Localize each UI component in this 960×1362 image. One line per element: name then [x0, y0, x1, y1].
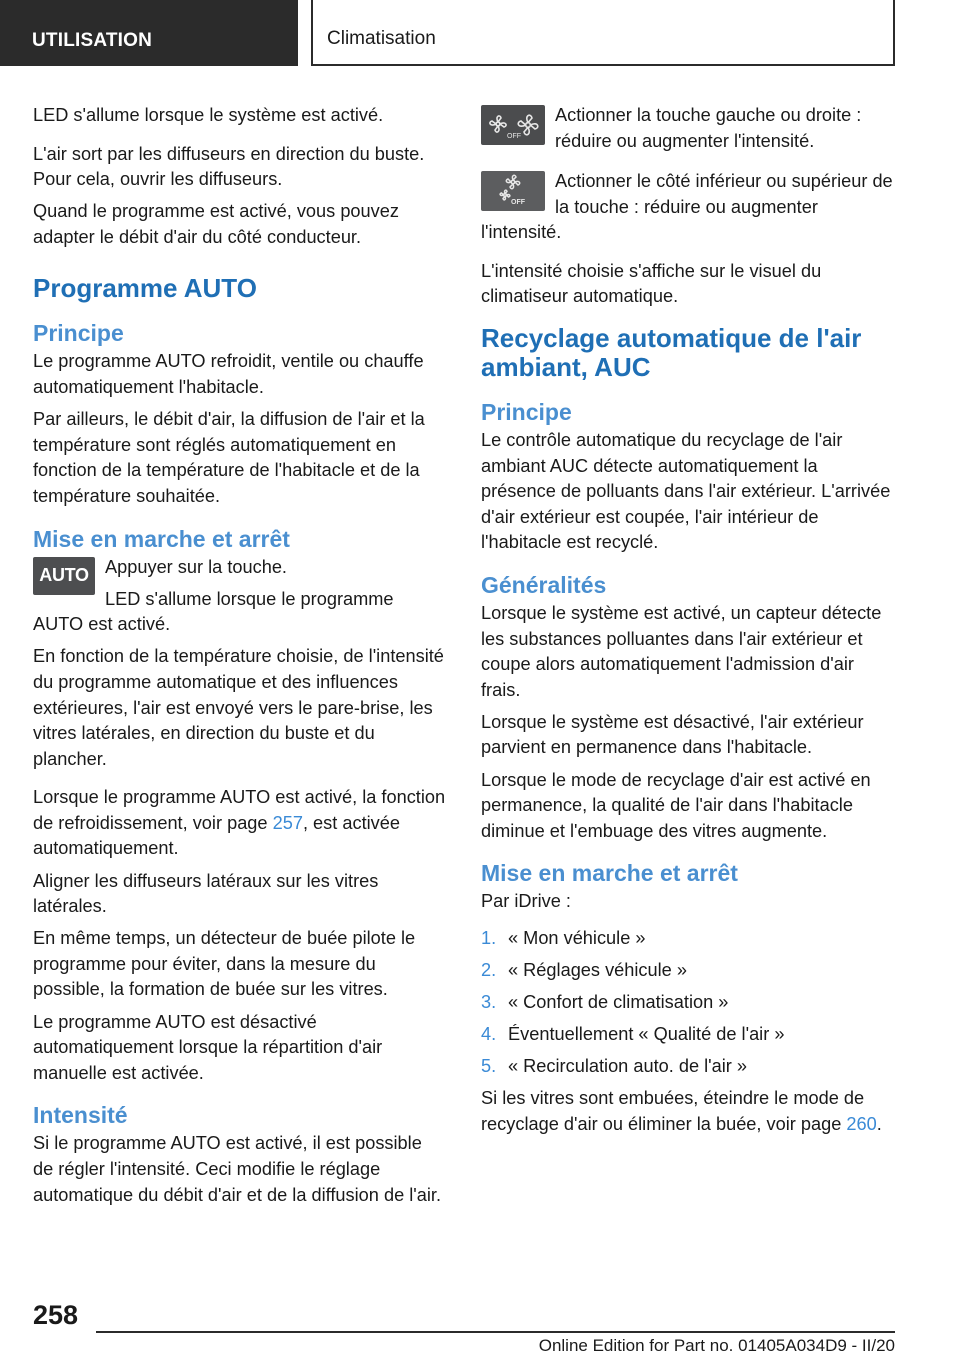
list-item: 5. « Recirculation auto. de l'air »: [481, 1056, 748, 1077]
paragraph: Appuyer sur la touche.: [105, 556, 287, 577]
subheading-principe: Principe: [481, 398, 572, 425]
subheading-generalites: Généralités: [481, 571, 607, 598]
page-header: [0, 0, 960, 66]
subheading-mise-en-marche: Mise en marche et arrêt: [33, 525, 290, 552]
fan-off-label: OFF: [511, 199, 525, 206]
list-item: 2. « Réglages véhicule »: [481, 959, 687, 980]
intensity-ud-instruction: [481, 169, 895, 246]
auto-instruction: [33, 555, 447, 638]
section-tab: UTILISATION: [0, 0, 298, 66]
paragraph: Par iDrive :: [481, 891, 571, 912]
left-column: [33, 103, 447, 1215]
subheading-principe: Principe: [33, 320, 124, 347]
paragraph: Le programme AUTO refroidit, ventile ou chauffe automatiquement l'habitacle.: [33, 351, 424, 398]
paragraph: Si le programme AUTO est activé, il est possible de régler l'intensité. Ceci modifie le réglage automatique du débit d'air et de la diffusion de l'air.: [33, 1133, 442, 1205]
paragraph: Quand le programme est activé, vous pouvez adapter le débit d'air du côté conducteur.: [33, 201, 399, 247]
subheading-mise-en-marche: Mise en marche et arrêt: [481, 860, 738, 887]
paragraph: Aligner les diffuseurs latéraux sur les vitres latérales.: [33, 870, 379, 917]
edition-footer: Online Edition for Part no. 01405A034D9 - II/20: [538, 1336, 895, 1355]
list-item: 3. « Confort de climatisation »: [481, 992, 729, 1013]
paragraph: En même temps, un détecteur de buée pilote le programme pour éviter, dans la mesure du possible, la formation de buée sur les vitres.: [33, 928, 416, 1000]
fan-up-down-icon: [481, 171, 545, 211]
heading-programme-auto: Programme AUTO: [33, 273, 257, 304]
footer-divider: [96, 1331, 895, 1333]
list-item: 4. Éventuellement « Qualité de l'air »: [481, 1024, 785, 1045]
fan-icon: [493, 173, 533, 209]
page-link-257[interactable]: 257: [272, 812, 303, 833]
paragraph: Le programme AUTO est désactivé automatiquement lorsque la répartition d'air manuelle est activée.: [33, 1011, 383, 1083]
auto-button-icon: [33, 557, 95, 595]
fan-off-label: OFF: [507, 133, 521, 140]
paragraph: Lorsque le mode de recyclage d'air est activé en permanence, la qualité de l'air dans l'habitacle diminue et l'embuage des vitres augmente.: [481, 769, 871, 841]
page-number: 258: [33, 1300, 79, 1330]
paragraph: Actionner la touche gauche ou droite : réduire ou augmenter l'intensité.: [555, 105, 862, 151]
paragraph: Par ailleurs, le débit d'air, la diffusion de l'air et la température sont réglés automatiquement en fonction de la température de l'habitacle et de la température souhaitée.: [33, 409, 425, 506]
right-column: [481, 103, 895, 1144]
chapter-tab: Climatisation: [311, 0, 895, 66]
paragraph: Si les vitres sont embuées, éteindre le mode de recyclage d'air ou éliminer la buée, voir page 260.: [481, 1088, 882, 1134]
intensity-lr-instruction: [481, 103, 895, 163]
paragraph: Lorsque le système est activé, un capteur détecte les substances polluantes dans l'air extérieur et coupe alors automatiquement l'admission d'air frais.: [481, 602, 882, 700]
paragraph: Lorsque le système est désactivé, l'air extérieur parvient en permanence dans l'habitacle.: [481, 711, 864, 758]
paragraph: En fonction de la température choisie, de l'intensité du programme automatique et des influences extérieures, l'air est envoyé vers le pare-brise, les vitres latérales, en direction du buste et du plancher.: [33, 646, 444, 769]
subheading-intensite: Intensité: [33, 1102, 128, 1129]
paragraph: Le contrôle automatique du recyclage de l'air ambiant AUC détecte automatiquement la présence de polluants dans l'air extérieur. L'arrivée d'air extérieur est coupée, l'air intérieur de l'habitacle est recyclé.: [481, 429, 891, 553]
heading-recyclage-auc: Recyclage automatique de l'air ambiant, AUC: [481, 322, 862, 382]
paragraph: Actionner le côté inférieur ou supérieur de la touche : réduire ou augmenter l'intensité.: [481, 171, 893, 243]
page-link-260[interactable]: 260: [846, 1113, 877, 1134]
idrive-steps-list: [481, 926, 895, 1080]
paragraph: LED s'allume lorsque le programme AUTO est activé.: [33, 588, 394, 635]
list-item: 1. « Mon véhicule »: [481, 927, 646, 948]
fan-icon: [484, 109, 542, 141]
paragraph: LED s'allume lorsque le système est activé.: [33, 105, 384, 125]
fan-left-right-icon: [481, 105, 545, 145]
paragraph: L'intensité choisie s'affiche sur le visuel du climatiseur automatique.: [481, 260, 822, 307]
paragraph: L'air sort par les diffuseurs en direction du buste. Pour cela, ouvrir les diffuseurs.: [33, 143, 425, 190]
auto-button-label: AUTO: [39, 565, 89, 586]
paragraph: Lorsque le programme AUTO est activé, la fonction de refroidissement, voir page 257, est activée automatiquement.: [33, 787, 446, 859]
